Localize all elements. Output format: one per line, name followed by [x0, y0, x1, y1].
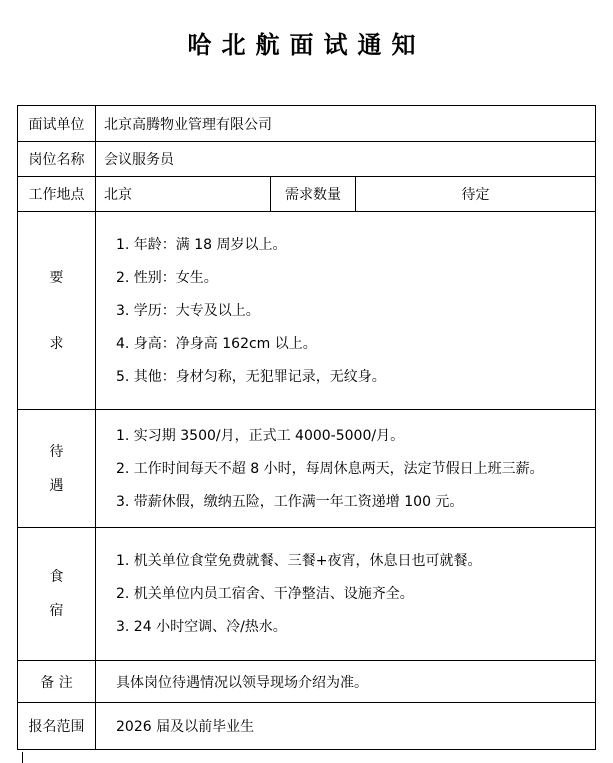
row-scope [18, 703, 596, 750]
row-requirements [18, 212, 596, 410]
list-item: 4. 身高：净身高 162cm 以上。 [116, 335, 317, 352]
scope-value: 2026 届及以前毕业生 [96, 703, 596, 750]
page-title: 哈北航面试通知 [187, 31, 426, 59]
company-value: 北京高腾物业管理有限公司 [96, 106, 596, 142]
demand-value: 待定 [356, 177, 596, 212]
lodging-label-char: 食 [49, 569, 64, 585]
row-remarks [18, 661, 596, 703]
benefits-label-char: 待 [49, 443, 64, 460]
position-value: 会议服务员 [96, 142, 596, 177]
lodging-list [96, 528, 596, 661]
position-label: 岗位名称 [18, 142, 96, 177]
scope-label: 报名范围 [18, 703, 96, 750]
requirements-list [96, 212, 596, 410]
benefits-label-char: 遇 [49, 477, 64, 494]
interview-notice-table [17, 105, 596, 750]
location-label: 工作地点 [18, 177, 96, 212]
list-item: 2. 性别：女生。 [116, 269, 218, 286]
lodging-label-char: 宿 [49, 603, 64, 619]
requirements-label [18, 212, 96, 410]
row-position [18, 142, 596, 177]
list-item: 5. 其他：身材匀称，无犯罪记录，无纹身。 [116, 368, 386, 385]
benefits-label [18, 410, 96, 528]
requirements-label-char: 求 [49, 335, 64, 352]
benefits-list [96, 410, 596, 528]
lodging-label [18, 528, 96, 661]
row-company [18, 106, 596, 142]
location-value: 北京 [96, 177, 271, 212]
list-item: 1. 机关单位食堂免费就餐、三餐+夜宵，休息日也可就餐。 [116, 553, 482, 569]
list-item: 1. 年龄：满 18 周岁以上。 [116, 236, 287, 253]
list-item: 3. 学历：大专及以上。 [116, 302, 260, 319]
list-item: 1. 实习期 3500/月，正式工 4000-5000/月。 [116, 427, 405, 444]
requirements-label-char: 要 [49, 269, 64, 286]
row-lodging [18, 528, 596, 661]
demand-label: 需求数量 [271, 177, 356, 212]
list-item: 2. 机关单位内员工宿舍、干净整洁、设施齐全。 [116, 586, 414, 602]
list-item: 2. 工作时间每天不超 8 小时，每周休息两天，法定节假日上班三薪。 [116, 460, 544, 477]
company-label: 面试单位 [18, 106, 96, 142]
list-item: 3. 带薪休假，缴纳五险，工作满一年工资递增 100 元。 [116, 493, 464, 510]
row-location [18, 177, 596, 212]
list-item: 3. 24 小时空调、冷/热水。 [116, 619, 287, 635]
row-benefits [18, 410, 596, 528]
text-cursor [22, 752, 23, 763]
remarks-label: 备 注 [18, 661, 96, 703]
remarks-value: 具体岗位待遇情况以领导现场介绍为准。 [96, 661, 596, 703]
